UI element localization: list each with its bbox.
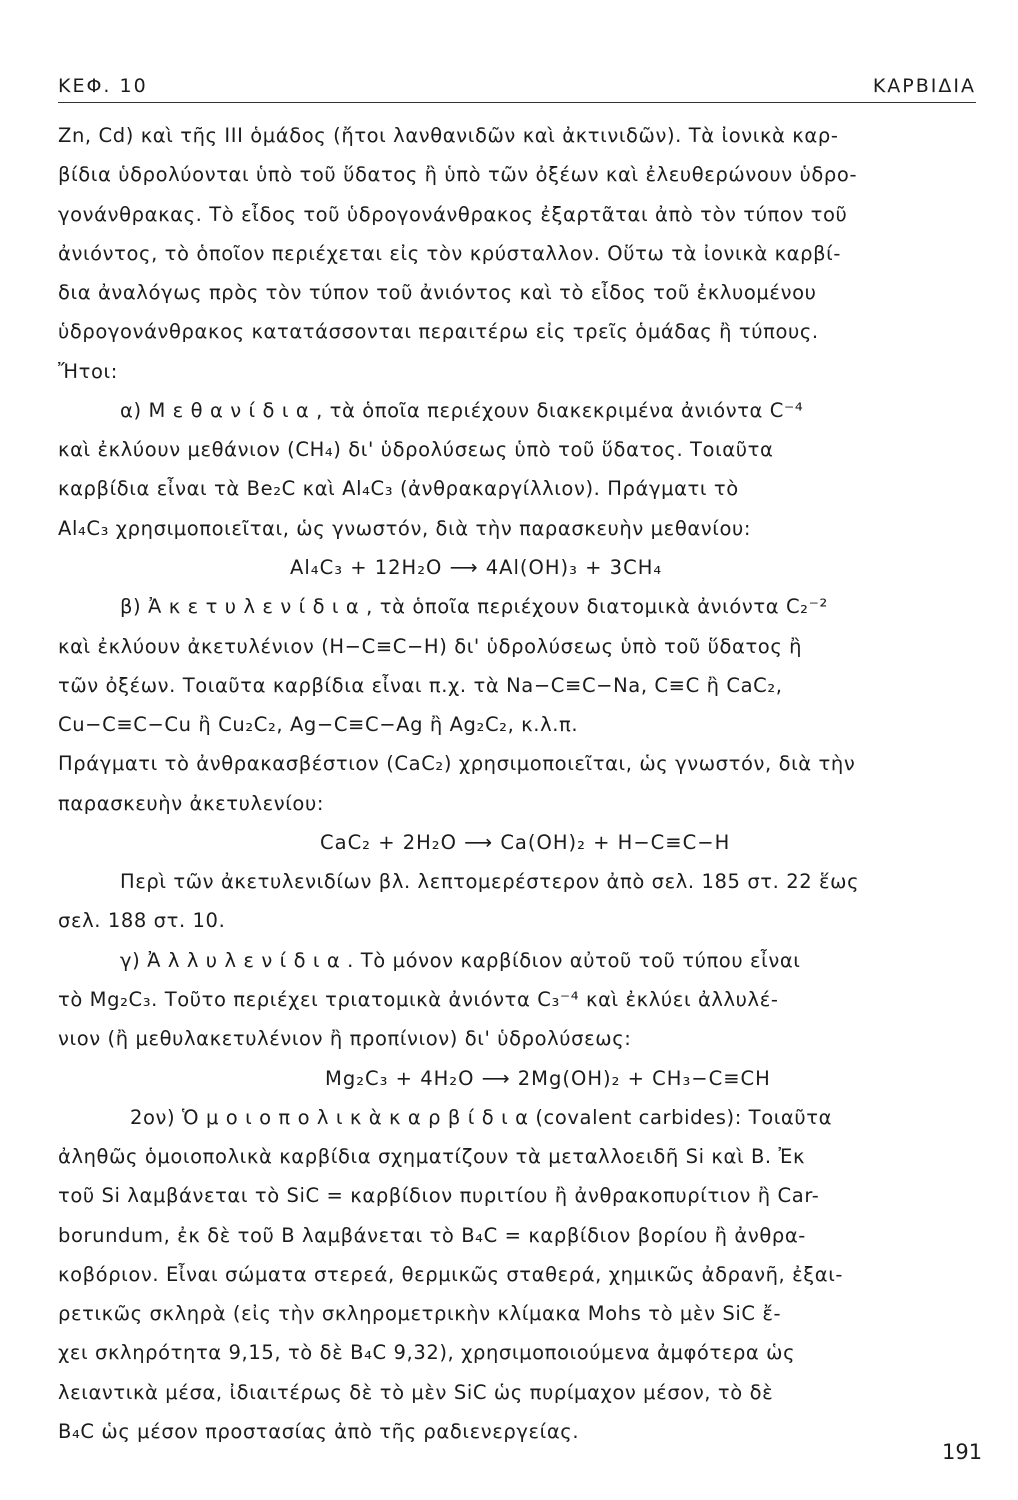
text-line: ρετικῶς σκληρὰ (εἰς τὴν σκληρομετρικὴν κλίμακα Mohs τὸ μὲν SiC ἔ- [58, 1302, 782, 1325]
text-line: ὑδρογονάνθρακος κατατάσσονται περαιτέρω εἰς τρεῖς ὁμάδας ἢ τύπους. [58, 320, 819, 343]
text-line: Περὶ τῶν ἀκετυλενιδίων βλ. λεπτομερέστερον ἀπὸ σελ. 185 στ. 22 ἕως [120, 870, 860, 893]
text-line: τοῦ Si λαμβάνεται τὸ SiC = καρβίδιον πυριτίου ἢ ἀνθρακοπυρίτιον ἢ Car- [58, 1184, 820, 1207]
text-line: Zn, Cd) καὶ τῆς III ὁμάδος (ἤτοι λανθανιδῶν καὶ ἀκτινιδῶν). Τὰ ἰονικὰ καρ- [58, 124, 839, 147]
text-line: καὶ ἐκλύουν μεθάνιον (CH₄) δι' ὑδρολύσεως ὑπὸ τοῦ ὕδατος. Τοιαῦτα [58, 438, 774, 461]
text-line: βίδια ὑδρολύονται ὑπὸ τοῦ ὕδατος ἢ ὑπὸ τῶν ὀξέων καὶ ἐλευθερώνουν ὑδρο- [58, 163, 858, 186]
chapter-label: ΚΕΦ. 10 [58, 75, 148, 97]
text-line: ἀνιόντος, τὸ ὁποῖον περιέχεται εἰς τὸν κρύσταλλον. Οὕτω τὰ ἰονικὰ καρβί- [58, 242, 841, 265]
text-line: τῶν ὀξέων. Τοιαῦτα καρβίδια εἶναι π.χ. τὰ Na−C≡C−Na, C≡C ἢ CaC₂, [58, 674, 783, 697]
text-line: Ἤτοι: [58, 360, 118, 383]
chapter-title: ΚΑΡΒΙΔΙΑ [872, 75, 976, 97]
page-header [58, 70, 976, 103]
section-heading-covalent: 2ον) Ὁ μ ο ι ο π ο λ ι κ ὰ κ α ρ β ί δ ι α (covalent carbides): Τοιαῦτα [130, 1106, 833, 1129]
text-line: Al₄C₃ χρησιμοποιεῖται, ὡς γνωστόν, διὰ τὴν παρασκευὴν μεθανίου: [58, 517, 752, 540]
text-line: τὸ Mg₂C₃. Τοῦτο περιέχει τριατομικὰ ἀνιόντα C₃⁻⁴ καὶ ἐκλύει ἀλλυλέ- [58, 988, 779, 1011]
text-line: Cu−C≡C−Cu ἢ Cu₂C₂, Ag−C≡C−Ag ἢ Ag₂C₂, κ.λ.π. [58, 713, 579, 736]
text-line: καρβίδια εἶναι τὰ Be₂C καὶ Al₄C₃ (ἀνθρακαργίλλιον). Πράγματι τὸ [58, 477, 739, 500]
chemical-equation: Mg₂C₃ + 4H₂O ⟶ 2Mg(OH)₂ + CH₃−C≡CH [325, 1067, 771, 1090]
section-heading-acetylides: β) Ἀ κ ε τ υ λ ε ν ί δ ι α , τὰ ὁποῖα περιέχουν διατομικὰ ἀνιόντα C₂⁻² [120, 595, 828, 618]
text-line: Πράγματι τὸ ἀνθρακασβέστιον (CaC₂) χρησιμοποιεῖται, ὡς γνωστόν, διὰ τὴν [58, 752, 856, 775]
chemical-equation: Al₄C₃ + 12H₂O ⟶ 4Al(OH)₃ + 3CH₄ [290, 556, 663, 579]
text-line: B₄C ὡς μέσον προστασίας ἀπὸ τῆς ραδιενεργείας. [58, 1420, 580, 1443]
text-line: borundum, ἐκ δὲ τοῦ B λαμβάνεται τὸ B₄C = καρβίδιον βορίου ἢ ἀνθρα- [58, 1224, 806, 1247]
text-line: σελ. 188 στ. 10. [58, 909, 226, 932]
text-line: ἀληθῶς ὁμοιοπολικὰ καρβίδια σχηματίζουν τὰ μεταλλοειδῆ Si καὶ B. Ἐκ [58, 1145, 806, 1168]
text-line: παρασκευὴν ἀκετυλενίου: [58, 792, 325, 815]
section-heading-allylenides: γ) Ἀ λ λ υ λ ε ν ί δ ι α . Τὸ μόνον καρβίδιον αὐτοῦ τοῦ τύπου εἶναι [120, 949, 801, 972]
text-line: λειαντικὰ μέσα, ἰδιαιτέρως δὲ τὸ μὲν SiC ὡς πυρίμαχον μέσον, τὸ δὲ [58, 1381, 774, 1404]
text-line: κοβόριον. Εἶναι σώματα στερεά, θερμικῶς σταθερά, χημικῶς ἀδρανῆ, ἐξαι- [58, 1263, 844, 1286]
text-line: χει σκληρότητα 9,15, τὸ δὲ B₄C 9,32), χρησιμοποιούμενα ἀμφότερα ὡς [58, 1341, 796, 1364]
text-line: γονάνθρακας. Τὸ εἶδος τοῦ ὑδρογονάνθρακος ἐξαρτᾶται ἀπὸ τὸν τύπον τοῦ [58, 203, 848, 226]
chemical-equation: CaC₂ + 2H₂O ⟶ Ca(OH)₂ + H−C≡C−H [320, 831, 731, 854]
text-line: νιον (ἢ μεθυλακετυλένιον ἢ προπίνιον) δι' ὑδρολύσεως: [58, 1027, 632, 1050]
page-number: 191 [942, 1440, 983, 1464]
text-line: δια ἀναλόγως πρὸς τὸν τύπον τοῦ ἀνιόντος καὶ τὸ εἶδος τοῦ ἐκλυομένου [58, 281, 817, 304]
section-heading-methanides: α) Μ ε θ α ν ί δ ι α , τὰ ὁποῖα περιέχουν διακεκριμένα ἀνιόντα C⁻⁴ [120, 399, 804, 422]
text-line: καὶ ἐκλύουν ἀκετυλένιον (H−C≡C−H) δι' ὑδρολύσεως ὑπὸ τοῦ ὕδατος ἢ [58, 635, 803, 658]
